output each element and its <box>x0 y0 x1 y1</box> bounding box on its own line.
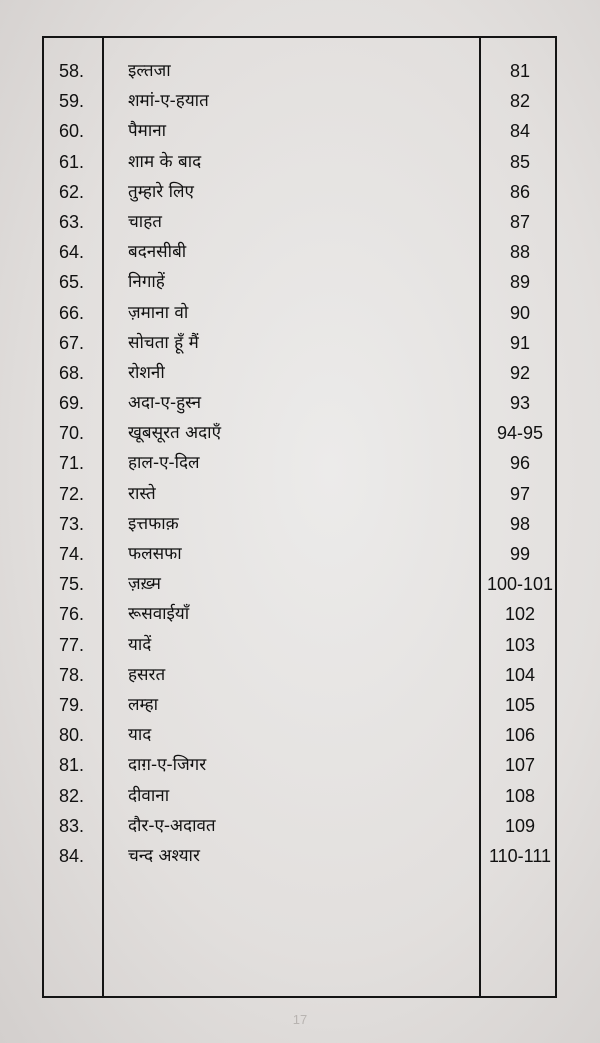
toc-entry-title: फलसफा <box>128 544 182 564</box>
toc-row <box>44 660 555 690</box>
toc-row <box>44 479 555 509</box>
contents-rows <box>44 56 555 871</box>
toc-row <box>44 56 555 86</box>
toc-entry-number: 81. <box>59 755 85 776</box>
toc-row <box>44 116 555 146</box>
toc-row <box>44 811 555 841</box>
toc-row <box>44 267 555 297</box>
toc-entry-number: 60. <box>59 121 85 142</box>
toc-entry-title: तुम्हारे लिए <box>128 181 194 202</box>
toc-entry-title: रूसवाईयाँ <box>128 604 190 625</box>
toc-entry-title: दौर-ए-अदावत <box>128 815 216 836</box>
toc-entry-title: हाल-ए-दिल <box>128 453 200 474</box>
toc-entry-page: 94-95 <box>496 423 544 444</box>
toc-entry-title: रास्ते <box>128 483 156 504</box>
toc-entry-page: 97 <box>509 483 531 504</box>
toc-entry-page: 91 <box>509 332 531 353</box>
toc-entry-page: 93 <box>509 393 531 414</box>
toc-entry-number: 78. <box>59 664 85 685</box>
toc-entry-page: 108 <box>504 785 536 806</box>
toc-entry-number: 64. <box>59 242 85 263</box>
toc-entry-title: हसरत <box>128 664 166 685</box>
toc-row <box>44 418 555 448</box>
page-number: 17 <box>292 1012 308 1027</box>
toc-entry-number: 79. <box>59 694 85 715</box>
toc-row <box>44 841 555 871</box>
toc-entry-page: 96 <box>509 453 531 474</box>
toc-entry-title: सोचता हूँ मैं <box>128 332 199 353</box>
toc-entry-number: 71. <box>59 453 85 474</box>
toc-entry-page: 103 <box>504 634 536 655</box>
toc-row <box>44 539 555 569</box>
toc-entry-number: 76. <box>59 604 85 625</box>
toc-entry-page: 81 <box>509 61 531 81</box>
toc-entry-number: 72. <box>59 483 85 504</box>
toc-entry-page: 82 <box>509 91 531 112</box>
toc-entry-number: 75. <box>59 574 85 595</box>
toc-entry-number: 63. <box>59 211 85 232</box>
toc-entry-title: पैमाना <box>128 121 167 142</box>
toc-entry-title: चन्द अश्यार <box>128 845 200 866</box>
toc-row <box>44 720 555 750</box>
toc-row <box>44 750 555 780</box>
toc-entry-title: ज़माना वो <box>128 302 189 323</box>
toc-entry-number: 82. <box>59 785 85 806</box>
toc-entry-number: 77. <box>59 634 85 655</box>
toc-entry-title: खूबसूरत अदाएँ <box>128 423 221 444</box>
toc-entry-page: 104 <box>504 664 536 685</box>
toc-entry-page: 100-101 <box>486 574 554 595</box>
contents-table <box>42 36 557 998</box>
toc-entry-title: शमां-ए-हयात <box>128 91 209 112</box>
toc-entry-number: 67. <box>59 332 85 353</box>
toc-row <box>44 509 555 539</box>
toc-entry-page: 89 <box>509 272 531 293</box>
toc-entry-number: 83. <box>59 815 85 836</box>
toc-row <box>44 328 555 358</box>
toc-entry-page: 99 <box>509 544 531 564</box>
toc-row <box>44 388 555 418</box>
toc-entry-page: 106 <box>504 725 536 746</box>
toc-entry-page: 107 <box>504 755 536 776</box>
toc-entry-page: 109 <box>504 815 536 836</box>
toc-entry-title: शाम के बाद <box>128 151 202 172</box>
toc-entry-title: रोशनी <box>128 362 165 383</box>
toc-row <box>44 448 555 478</box>
toc-entry-page: 85 <box>509 151 531 172</box>
toc-entry-number: 74. <box>59 544 85 564</box>
toc-entry-title: दाग़-ए-जिगर <box>128 755 207 776</box>
toc-entry-page: 102 <box>504 604 536 625</box>
toc-row <box>44 690 555 720</box>
toc-row <box>44 298 555 328</box>
toc-entry-title: इल्तजा <box>128 61 171 81</box>
toc-entry-title: चाहत <box>128 211 162 232</box>
toc-entry-page: 84 <box>509 121 531 142</box>
toc-entry-number: 73. <box>59 513 85 534</box>
toc-entry-page: 90 <box>509 302 531 323</box>
toc-entry-page: 87 <box>509 211 531 232</box>
toc-row <box>44 630 555 660</box>
toc-entry-title: इत्तफाक़ <box>128 513 179 534</box>
toc-entry-title: बदनसीबी <box>128 242 187 263</box>
toc-entry-title: निगाहें <box>128 272 165 293</box>
toc-entry-number: 66. <box>59 302 85 323</box>
toc-entry-page: 105 <box>504 694 536 715</box>
toc-row <box>44 147 555 177</box>
toc-row <box>44 599 555 629</box>
toc-entry-number: 65. <box>59 272 85 293</box>
toc-row <box>44 86 555 116</box>
toc-entry-title: दीवाना <box>128 785 170 806</box>
toc-entry-number: 61. <box>59 151 85 172</box>
toc-row <box>44 237 555 267</box>
toc-entry-title: याद <box>128 725 152 746</box>
toc-entry-page: 98 <box>509 513 531 534</box>
toc-entry-number: 59. <box>59 91 85 112</box>
toc-entry-page: 110-111 <box>488 845 552 866</box>
toc-entry-page: 92 <box>509 362 531 383</box>
toc-entry-title: लम्हा <box>128 694 159 715</box>
toc-entry-number: 58. <box>59 61 85 81</box>
toc-entry-number: 69. <box>59 393 85 414</box>
toc-entry-title: ज़ख़्म <box>128 574 161 595</box>
toc-entry-page: 88 <box>509 242 531 263</box>
toc-row <box>44 358 555 388</box>
toc-entry-number: 62. <box>59 181 85 202</box>
toc-entry-number: 80. <box>59 725 85 746</box>
toc-entry-number: 68. <box>59 362 85 383</box>
toc-entry-number: 84. <box>59 845 85 866</box>
toc-entry-title: यादें <box>128 634 152 655</box>
toc-row <box>44 781 555 811</box>
toc-row <box>44 569 555 599</box>
toc-entry-number: 70. <box>59 423 85 444</box>
toc-row <box>44 177 555 207</box>
toc-entry-page: 86 <box>509 181 531 202</box>
toc-row <box>44 207 555 237</box>
toc-entry-title: अदा-ए-हुस्न <box>128 393 202 414</box>
